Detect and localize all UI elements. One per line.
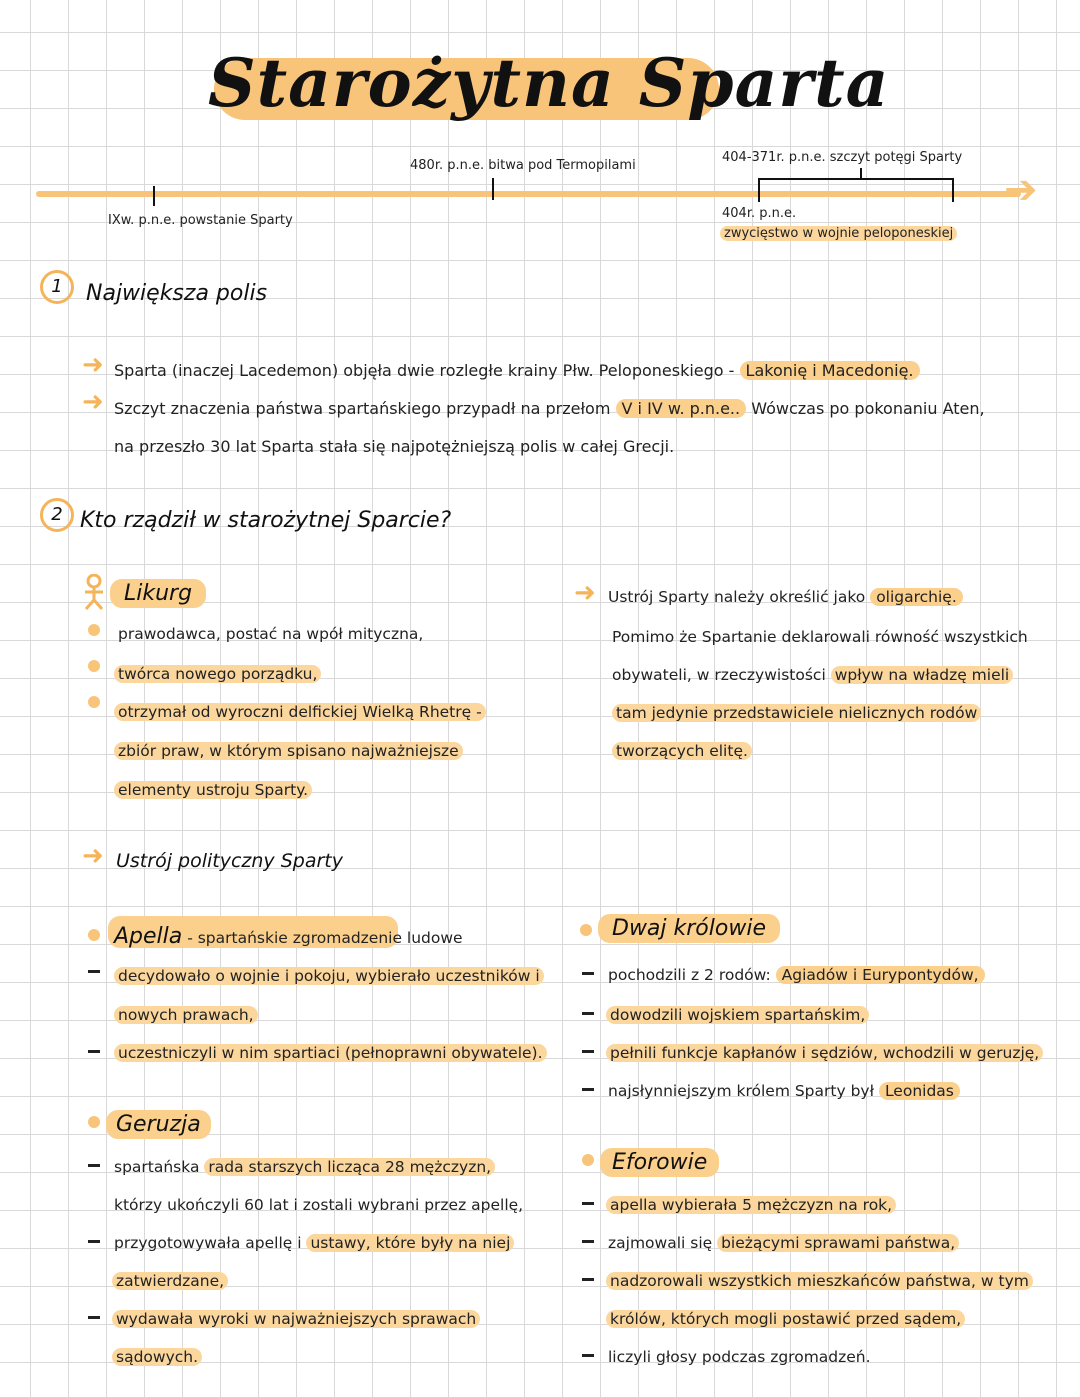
- list-item: zatwierdzane,: [112, 1272, 228, 1290]
- arrow-icon: ➜: [574, 578, 596, 608]
- dash-bullet: [88, 1050, 100, 1053]
- list-item: najsłynniejszym królem Sparty był Leonidas: [608, 1082, 960, 1100]
- list-item: decydowało o wojnie i pokoju, wybierało uczestników i: [114, 967, 544, 985]
- list-item: pochodzili z 2 rodów: Agiadów i Eurypontydów,: [608, 966, 985, 984]
- dash-bullet: [582, 1088, 594, 1091]
- subsection-title: Likurg: [110, 579, 206, 608]
- timeline-event: 480r. p.n.e. bitwa pod Termopilami: [410, 158, 636, 173]
- list-item: zajmowali się bieżącymi sprawami państwa,: [608, 1234, 959, 1252]
- paragraph-line: Sparta (inaczej Lacedemon) objęła dwie rozległe krainy Płw. Peloponeskiego - Lakonię i Macedonię.: [114, 352, 920, 390]
- list-item: przygotowywała apellę i ustawy, które były na niej: [114, 1234, 514, 1252]
- person-icon: [82, 574, 106, 610]
- list-item: wydawała wyroki w najważniejszych sprawach: [112, 1310, 480, 1328]
- dash-bullet: [582, 1278, 594, 1281]
- timeline-arrow-icon: ➔: [1004, 167, 1038, 213]
- section-heading: Kto rządził w starożytnej Sparcie?: [80, 508, 452, 533]
- paragraph-line: tworzących elitę.: [612, 742, 752, 760]
- list-item: nowych prawach,: [114, 1006, 258, 1024]
- dash-bullet: [88, 1316, 100, 1319]
- timeline-tick: [153, 186, 155, 206]
- timeline-tick: [860, 168, 862, 180]
- arrow-icon: ➜: [82, 350, 104, 380]
- subsection-title: Apella - spartańskie zgromadzenie ludowe: [114, 924, 463, 949]
- list-item: którzy ukończyli 60 lat i zostali wybrani przez apellę,: [114, 1196, 524, 1214]
- list-item: elementy ustroju Sparty.: [114, 781, 312, 799]
- list-item: spartańska rada starszych licząca 28 mężczyzn,: [114, 1158, 495, 1176]
- bullet-dot: [580, 924, 592, 936]
- timeline-event: IXw. p.n.e. powstanie Sparty: [108, 213, 293, 228]
- bullet-dot: [88, 696, 100, 708]
- paragraph-line: Pomimo że Spartanie deklarowali równość wszystkich: [612, 628, 1028, 646]
- paragraph-line: na przeszło 30 lat Sparta stała się najpotężniejszą polis w całej Grecji.: [114, 437, 675, 456]
- dash-bullet: [582, 1050, 594, 1053]
- list-item: otrzymał od wyroczni delfickiej Wielką Rhetrę -: [114, 703, 486, 721]
- dash-bullet: [582, 1012, 594, 1015]
- arrow-icon: ➜: [82, 387, 104, 417]
- list-item: uczestniczyli w nim spartiaci (pełnoprawni obywatele).: [114, 1044, 547, 1062]
- page-title: Starożytna Sparta: [208, 44, 890, 122]
- bullet-dot: [88, 929, 100, 941]
- timeline-event: 404-371r. p.n.e. szczyt potęgi Sparty: [722, 150, 963, 165]
- section-number-badge: 1: [40, 270, 74, 304]
- bullet-dot: [88, 1116, 100, 1128]
- timeline-event: zwycięstwo w wojnie peloponeskiej: [720, 226, 957, 241]
- paragraph-line: Ustrój Sparty należy określić jako oligarchię.: [608, 588, 963, 606]
- dash-bullet: [88, 1240, 100, 1243]
- arrow-icon: ➜: [82, 841, 104, 871]
- subsection-heading: Ustrój polityczny Sparty: [116, 850, 343, 872]
- subsection-title: Geruzja: [106, 1110, 211, 1139]
- list-item: nadzorowali wszystkich mieszkańców państwa, w tym: [606, 1272, 1033, 1290]
- list-item: twórca nowego porządku,: [114, 665, 321, 683]
- bullet-dot: [88, 660, 100, 672]
- dash-bullet: [88, 970, 100, 973]
- subsection-title: Eforowie: [600, 1148, 719, 1177]
- section-heading: Największa polis: [86, 281, 268, 306]
- title-block: [208, 30, 890, 138]
- list-item: liczyli głosy podczas zgromadzeń.: [608, 1348, 871, 1366]
- dash-bullet: [582, 1202, 594, 1205]
- timeline-event-date: 404r. p.n.e.: [722, 206, 797, 221]
- list-item: prawodawca, postać na wpół mityczna,: [118, 625, 424, 643]
- bullet-dot: [88, 624, 100, 636]
- dash-bullet: [582, 1354, 594, 1357]
- bullet-dot: [582, 1154, 594, 1166]
- list-item: dowodzili wojskiem spartańskim,: [606, 1006, 869, 1024]
- timeline-bracket: [758, 178, 954, 202]
- list-item: pełnili funkcje kapłanów i sędziów, wchodzili w geruzję,: [606, 1044, 1043, 1062]
- paragraph-line: tam jedynie przedstawiciele nielicznych rodów: [612, 704, 981, 722]
- paragraph-line: obywateli, w rzeczywistości wpływ na władzę mieli: [612, 666, 1013, 684]
- section-number-badge: 2: [40, 498, 74, 532]
- dash-bullet: [88, 1164, 100, 1167]
- timeline-tick: [492, 178, 494, 200]
- list-item: królów, których mogli postawić przed sądem,: [606, 1310, 965, 1328]
- dash-bullet: [582, 972, 594, 975]
- list-item: sądowych.: [112, 1348, 202, 1366]
- list-item: zbiór praw, w którym spisano najważniejsze: [114, 742, 463, 760]
- paragraph-line: Szczyt znaczenia państwa spartańskiego przypadł na przełom V i IV w. p.n.e.. Wówczas po pokonaniu Aten,: [114, 399, 985, 418]
- dash-bullet: [582, 1240, 594, 1243]
- subsection-title: Dwaj królowie: [598, 914, 780, 943]
- list-item: apella wybierała 5 mężczyzn na rok,: [606, 1196, 896, 1214]
